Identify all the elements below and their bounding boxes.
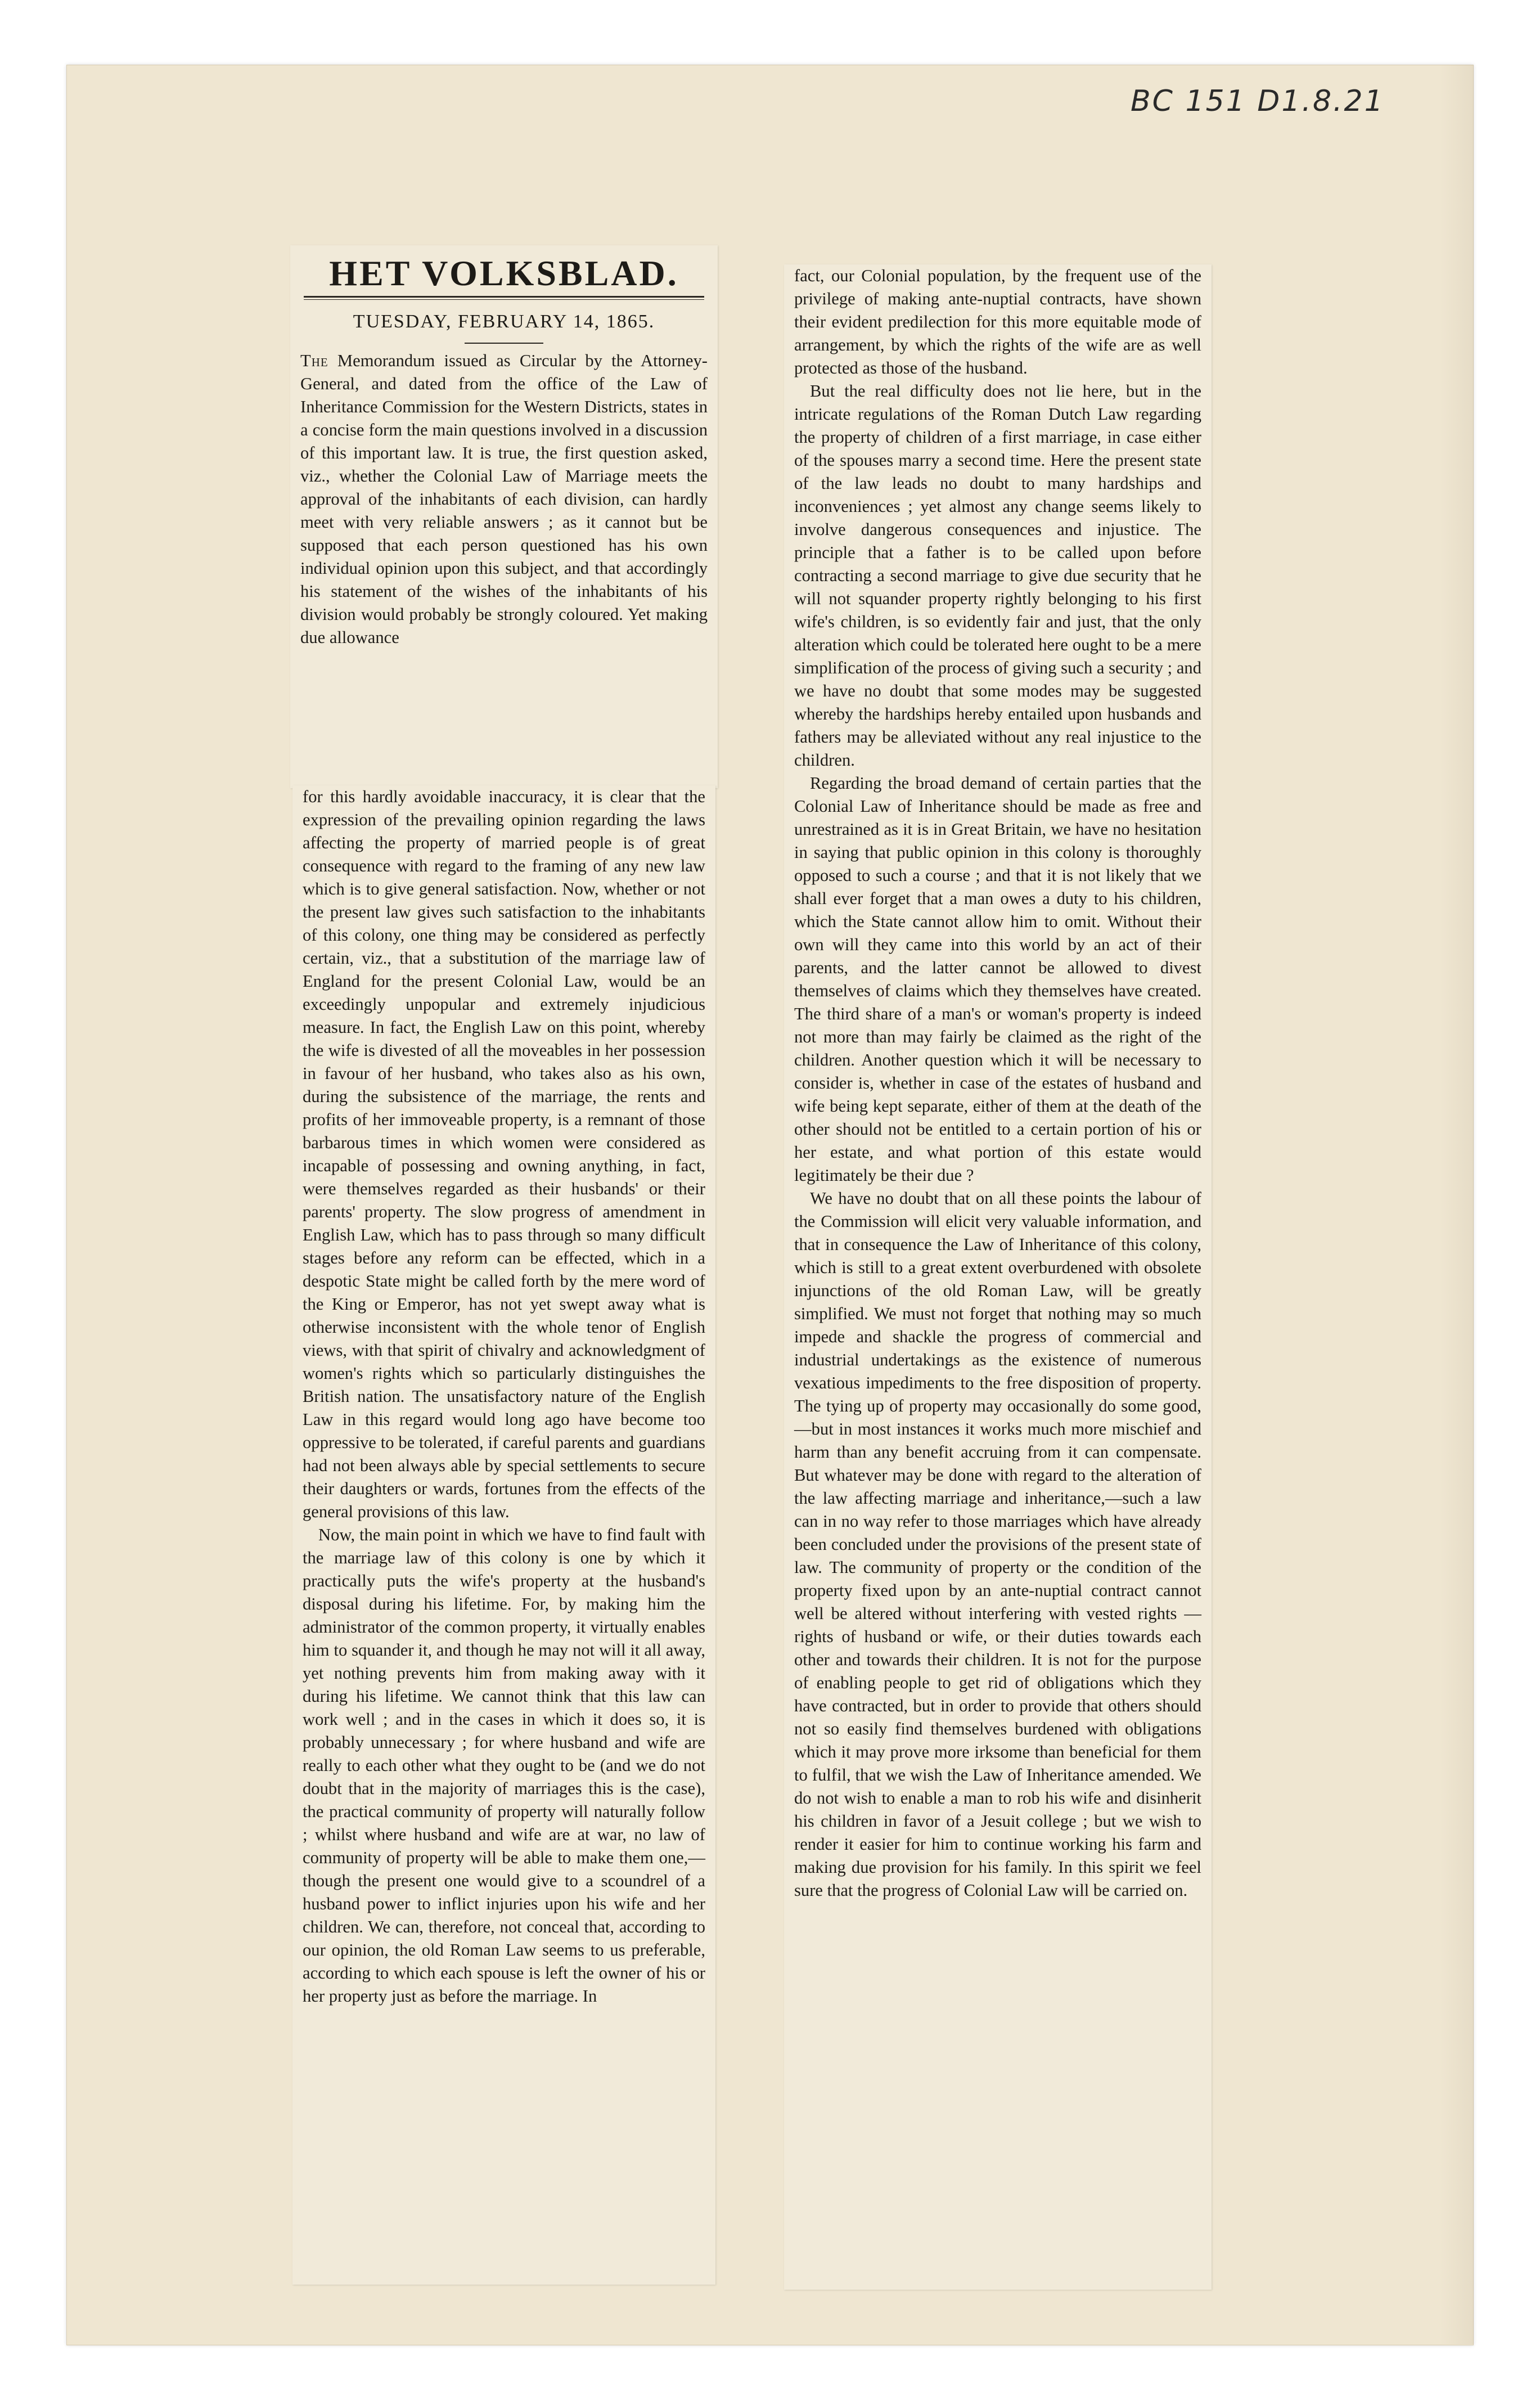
col2-paragraph-1-continued: fact, our Colonial population, by the frequent use of the privilege of making ante-nuptial contracts, have shown their evident predilection for this more equitable mode of arrangement, by which the rights of the wife are as well protected as those of the husband. xyxy=(794,266,1201,377)
col1-paragraph-1-continued: for this hardly avoidable inaccuracy, it is clear that the expression of the prevailing opinion regarding the laws affecting the property of married people is of great consequence with regard to the framing of any new law which is to give general satisfaction. Now, whether or not the present law gives such satisfaction to the inhabitants of this colony, one thing may be considered as perfectly certain, viz., that a substitution of the marriage law of England for the present Colonial Law, would be an exceedingly unpopular and extremely injudicious measure. In fact, the English Law on this point, whereby the wife is divested of all the moveables in her possession in favour of her husband, who takes also as his own, during the subsistence of the marriage, the rents and profits of her immoveable property, is a remnant of those barbarous times in which women were considered as incapable of possessing and owning anything, in fact, were themselves regarded as their husbands' or their parents' property. The slow progress of amendment in English Law, which has to pass through so many difficult stages before any reform can be effected, which in a despotic State might be called forth by the mere word of the King or Emperor, has not yet swept away what is otherwise inconsistent with the whole tenor of English views, with that spirit of chivalry and acknowledgment of women's rights which so particularly distinguishes the British nation. The unsatisfactory nature of the English Law in this regard would long ago have become too oppressive to be tolerated, if careful parents and guardians had not been always able by special settlements to secure their daughters or wards, fortunes from the effects of the general provisions of this law. xyxy=(303,787,705,1521)
col1-paragraph-1-text: Memorandum issued as Circular by the Attorney-General, and dated from the office of the Law of Inheritance Commission for the Western Districts, states in a concise form the main questions involved in a discussion of this important law. It is true, the first question asked, viz., whether the Colonial Law of Marriage meets the approval of the inhabitants of each division, can hardly meet with very reliable answers ; as it cannot but be supposed that each person questioned has his own individual opinion upon this subject, and that accordingly his statement of the wishes of the inhabitants of his division would probably be strongly coloured. Yet making due allowance xyxy=(300,351,708,647)
lead-word: The xyxy=(300,351,328,370)
paper-sheet xyxy=(66,65,1474,2345)
clipping-column-2 xyxy=(784,264,1212,2290)
col2-paragraph-2: But the real difficulty does not lie here, but in the intricate regulations of the Roman Dutch Law regarding the property of children of a first marriage, in case either of the spouses marry a second time. Here the present state of the law leads no doubt to many hardships and inconveniences ; yet almost any change seems likely to involve dangerous consequences and injustice. The principle that a father is to be called upon before contracting a second marriage to give due security that he will not squander property rightly belonging to his first wife's children, is so evidently fair and just, that the only alteration which could be tolerated here ought to be a mere simplification of the process of giving such a security ; and we have no doubt that some modes may be suggested whereby the hardships hereby entailed upon husbands and fathers may be alleviated without any real injustice to the children. xyxy=(794,381,1201,770)
dateline: TUESDAY, FEBRUARY 14, 1865. xyxy=(353,311,655,332)
col1-paragraph-1 xyxy=(300,349,708,649)
col2-paragraph-4: We have no doubt that on all these points the labour of the Commission will elicit very valuable information, and that in consequence the Law of Inheritance of this colony, which is still to a great extent overburdened with obsolete injunctions of the old Roman Law, will be greatly simplified. We must not forget that nothing may so much impede and shackle the progress of commercial and industrial undertakings as the existence of numerous vexatious impediments to the free disposition of property. The tying up of property may occasionally do some good,—but in most instances it works much more mischief and harm than any benefit accruing from it can compensate. But whatever may be done with regard to the alteration of the law affecting marriage and inheritance,—such a law can in no way refer to those marriages which have already been concluded under the provisions of the present state of law. The community of property or the condition of the property fixed upon by an ante-nuptial contract cannot well be altered without interfering with vested rights —rights of husband or wife, or their duties towards each other and towards their children. It is not for the purpose of enabling people to get rid of obligations which they have contracted, but in order to provide that others should not so easily find themselves burdened with obligations which it may prove more irksome than beneficial for them to fulfil, that we wish the Law of Inheritance amended. We do not wish to enable a man to rob his wife and disinherit his children in favor of a Jesuit college ; but we wish to render it easier for him to continue working his farm and making due provision for his family. In this spirit we feel sure that the progress of Colonial Law will be carried on. xyxy=(794,1189,1201,1900)
col2-paragraph-3: Regarding the broad demand of certain parties that the Colonial Law of Inheritance should be made as free and unrestrained as it is in Great Britain, we have no hesitation in saying that public opinion in this colony is thoroughly opposed to such a course ; and that it is not likely that we shall ever forget that a man owes a duty to his children, which the State cannot allow him to omit. Without their own will they came into this world by an act of their parents, and the latter cannot be allowed to divest themselves of claims which they themselves have created. The third share of a man's or woman's property is indeed not more than may fairly be claimed as the right of the children. Another question which it will be necessary to consider is, whether in case of the estates of husband and wife being kept separate, either of them at the death of the other should not be entitled to a certain portion of his or her estate, and what portion of this estate would legitimately be their due ? xyxy=(794,774,1201,1185)
dateline-rule xyxy=(465,343,543,344)
col1-paragraph-2: Now, the main point in which we have to find fault with the marriage law of this colony is one by which it practically puts the wife's property at the husband's disposal during his lifetime. For, by making him the administrator of the common property, it virtually enables him to squander it, and though he may not will it all away, yet nothing prevents him from making away with it during his lifetime. We cannot think that this law can work well ; and in the cases in which it does so, it is probably unnecessary ; for where husband and wife are really to each other what they ought to be (and we do not doubt that in the majority of marriages this is the case), the practical community of property will naturally follow ; whilst where husband and wife are at war, no law of community of property will be able to make them one,—though the present one would give to a scoundrel of a husband power to inflict injuries upon his wife and her children. We can, therefore, not conceal that, according to our opinion, the old Roman Law seems to us preferable, according to which each spouse is left the owner of his or her property just as before the marriage. In xyxy=(303,1525,705,2006)
clipping-column-1-bottom xyxy=(292,785,715,2285)
archive-reference-mark: BC 151 D1.8.21 xyxy=(1131,84,1385,118)
masthead-rule xyxy=(304,296,704,300)
clipping-column-1-top xyxy=(290,245,718,788)
masthead-title: HET VOLKSBLAD. xyxy=(329,253,679,293)
